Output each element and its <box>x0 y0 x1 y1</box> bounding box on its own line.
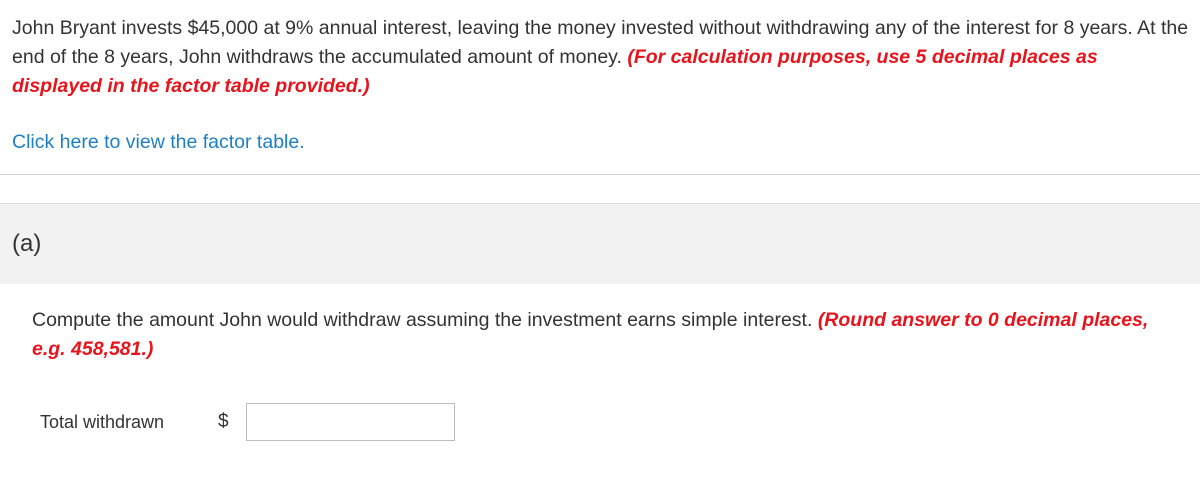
part-a-rounding-note: (Round answer to 0 decimal places, e.g. 458,581.) <box>32 309 1149 360</box>
factor-table-link[interactable]: Click here to view the factor table. <box>12 131 305 153</box>
total-withdrawn-label: Total withdrawn <box>40 411 165 432</box>
total-withdrawn-input[interactable] <box>246 403 455 441</box>
problem-statement <box>12 14 1192 101</box>
part-a-label: (a) <box>12 230 42 257</box>
answer-row <box>40 402 455 442</box>
section-divider <box>0 174 1200 175</box>
problem-calculation-note: (For calculation purposes, use 5 decimal places as displayed in the factor table provided.) <box>12 46 1098 97</box>
problem-intro-text: John Bryant invests $45,000 at 9% annual interest, leaving the money invested without withdrawing any of the interest for 8 years. At the end of the 8 years, John withdraws the accumulated amount of money. <box>12 17 1189 68</box>
part-a-question <box>32 306 1182 364</box>
part-a-header <box>0 203 1200 284</box>
part-a-question-text: Compute the amount John would withdraw assuming the investment earns simple interest. <box>32 309 818 331</box>
dollar-sign: $ <box>218 411 229 432</box>
